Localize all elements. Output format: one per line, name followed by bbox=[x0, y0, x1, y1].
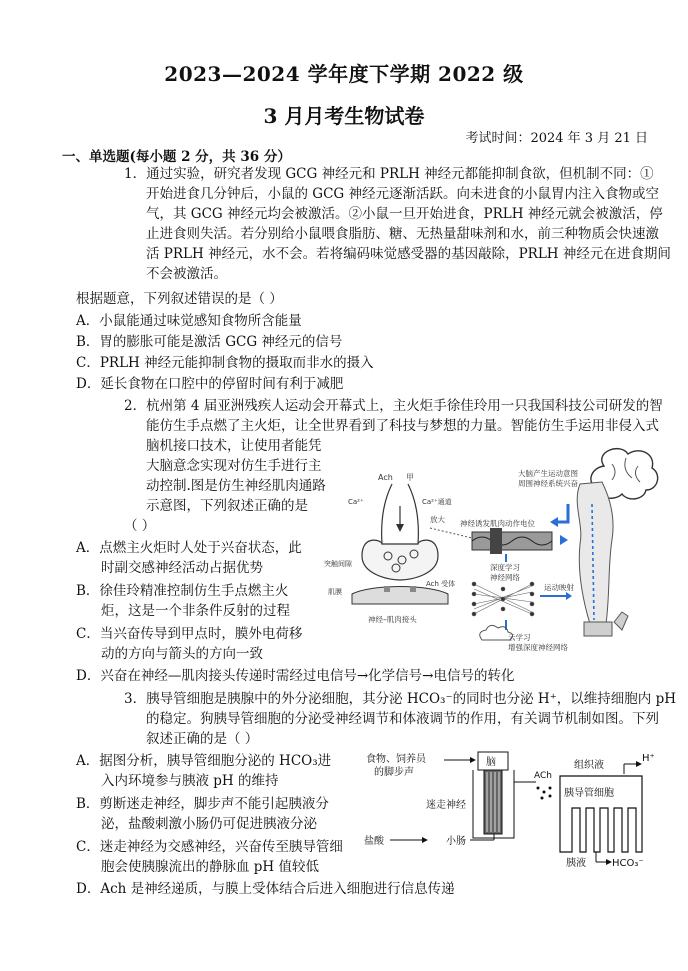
q3-option-c-cont: 胞会使胰腺流出的静脉血 pH 值较低 bbox=[101, 859, 319, 875]
section-heading: 一、单选题(每小题 2 分，共 36 分） bbox=[62, 149, 291, 165]
q1-option-d[interactable]: D．延长食物在口腔中的停留时间有利于减肥 bbox=[76, 376, 344, 392]
cloud-label-1: 云学习 bbox=[508, 633, 531, 642]
jia-label: 甲 bbox=[406, 473, 414, 482]
q2-option-a[interactable]: A．点燃主火炬时人处于兴奋状态，此 bbox=[76, 540, 302, 556]
q2-option-b[interactable]: B．徐佳玲精准控制仿生手点燃主火 bbox=[76, 583, 289, 599]
q3-option-a-cont: 入内环境参与胰液 pH 的维持 bbox=[101, 773, 279, 789]
neural-network-icon bbox=[472, 582, 534, 616]
hplus-label: H⁺ bbox=[642, 753, 655, 764]
acid-label: 盐酸 bbox=[364, 836, 384, 847]
q2-line: 示意图，下列叙述正确的是 bbox=[146, 498, 308, 514]
q3-line: 叙述正确的是（ ） bbox=[146, 731, 259, 747]
q2-option-a-cont: 时副交感神经活动占据优势 bbox=[101, 560, 263, 576]
stimulus-label-1: 食物、饲养员 bbox=[366, 754, 426, 765]
exam-title: 2023—2024 学年度下学期 2022 级 bbox=[164, 62, 524, 86]
q3-option-d[interactable]: D．Ach 是神经递质，与膜上受体结合后进入细胞进行信息传递 bbox=[76, 881, 455, 897]
gap-label: 突触间隙 bbox=[324, 560, 352, 568]
junction-label: 神经–肌肉接头 bbox=[368, 615, 417, 624]
stimulus-label-2: 的脚步声 bbox=[374, 767, 414, 778]
cloud-label-2: 增强深度神经网络 bbox=[508, 643, 568, 652]
bionic-hand-icon bbox=[577, 482, 628, 636]
q2-line: （ ） bbox=[124, 518, 156, 534]
q1-option-a[interactable]: A．小鼠能通过味觉感知食物所含能量 bbox=[76, 313, 302, 329]
muscle-label: 肌膜 bbox=[328, 588, 342, 596]
q3-option-c[interactable]: C．迷走神经为交感神经，兴奋传至胰导管细 bbox=[76, 839, 343, 855]
q3-line: 3．胰导管细胞是胰腺中的外分泌细胞，其分泌 HCO₃⁻的同时也分泌 H⁺，以维持细胞内 pH bbox=[124, 691, 676, 707]
duct-cell-label: 胰导管细胞 bbox=[564, 788, 614, 799]
q2-line: 2．杭州第 4 届亚洲残疾人运动会开幕式上，主火炬手徐佳玲用一只我国科技公司研发的智 bbox=[124, 398, 663, 414]
pancreas-regulation-figure bbox=[360, 748, 660, 876]
ca-label: Ca²⁺ bbox=[348, 498, 364, 506]
q1-option-c[interactable]: C．PRLH 神经元能抑制食物的摄取而非水的摄入 bbox=[76, 355, 374, 371]
q3-option-a[interactable]: A．据图分析，胰导管细胞分泌的 HCO₃进 bbox=[76, 753, 332, 769]
q3-line: 的稳定。狗胰导管细胞的分泌受神经调节和体液调节的作用，有关调节机制如图。下列 bbox=[146, 711, 659, 727]
q1-line: 1．通过实验，研究者发现 GCG 神经元和 PRLH 神经元都能抑制食欲，但机制不同：① bbox=[124, 166, 654, 182]
ach-label: ACh bbox=[534, 771, 552, 781]
q2-line: 脑机接口技术，让使用者能凭 bbox=[146, 438, 322, 454]
tissue-fluid-label: 组织液 bbox=[574, 760, 604, 771]
ach-receptor-label: Ach 受体 bbox=[426, 580, 456, 588]
q1-line: 不会被激活。 bbox=[146, 266, 227, 282]
q2-option-b-cont: 炬，这是一个非条件反射的过程 bbox=[101, 603, 290, 619]
enlarge-label: 放大 bbox=[430, 515, 445, 524]
ach-particles bbox=[537, 787, 552, 800]
ca-channel-label: Ca²⁺通道 bbox=[422, 498, 452, 506]
q3-option-b-cont: 泌，盐酸刺激小肠仍可促进胰液分泌 bbox=[101, 816, 317, 832]
q2-line: 动控制.图是仿生神经肌肉通路 bbox=[146, 478, 326, 494]
q1-line: 止进食则失活。若分别给小鼠喂食脂肪、糖、无热量甜味剂和水，前三种物质会快速激 bbox=[146, 226, 659, 242]
hco3-label: HCO₃⁻ bbox=[612, 858, 644, 869]
q1-stem: 根据题意，下列叙述错误的是（ ） bbox=[76, 291, 283, 307]
intestine-label: 小肠 bbox=[446, 836, 466, 847]
q2-option-c-cont: 动的方向与箭头的方向一致 bbox=[101, 646, 263, 662]
bionic-pathway-figure bbox=[322, 444, 664, 654]
motion-map-label: 运动映射 bbox=[544, 583, 574, 592]
juice-label: 胰液 bbox=[566, 858, 586, 869]
q1-line: 气，其 GCG 神经元均会被激活。②小鼠一旦开始进食，PRLH 神经元就会被激活，停 bbox=[146, 206, 663, 222]
exam-time: 考试时间：2024 年 3 月 21 日 bbox=[465, 131, 648, 146]
deep-learning-label-1: 深度学习 bbox=[490, 563, 520, 572]
brain-label-2: 周围神经系统兴奋 bbox=[518, 479, 578, 488]
q2-line: 能仿生手点燃了主火炬，让全世界看到了科技与梦想的力量。智能仿生手运用非侵入式 bbox=[146, 418, 659, 434]
q1-option-b[interactable]: B．胃的膨胀可能是激活 GCG 神经元的信号 bbox=[76, 334, 343, 350]
vagus-label: 迷走神经 bbox=[426, 800, 466, 811]
q2-line: 大脑意念实现对仿生手进行主 bbox=[146, 458, 322, 474]
brain-box: 脑 bbox=[486, 757, 496, 768]
exam-subtitle: 3 月月考生物试卷 bbox=[263, 104, 425, 128]
q1-line: 活 PRLH 神经元，水不会。若将编码味觉感受器的基因敲除，PRLH 神经元在进食期间 bbox=[146, 246, 671, 262]
q2-option-c[interactable]: C．当兴奋传导到甲点时，膜外电荷移 bbox=[76, 626, 303, 642]
ach-label: Ach bbox=[378, 473, 393, 482]
deep-learning-label-2: 神经网络 bbox=[490, 573, 520, 582]
q3-option-b[interactable]: B．剪断迷走神经，脚步声不能引起胰液分 bbox=[76, 796, 329, 812]
action-potential-label: 神经诱发肌肉动作电位 bbox=[460, 519, 535, 528]
q2-option-d[interactable]: D．兴奋在神经—肌肉接头传递时需经过电信号→化学信号→电信号的转化 bbox=[76, 668, 515, 684]
q1-line: 开始进食几分钟后，小鼠的 GCG 神经元逐渐活跃。向未进食的小鼠胃内注入食物或空 bbox=[146, 186, 659, 202]
brain-label-1: 大脑产生运动意图 bbox=[518, 469, 578, 478]
